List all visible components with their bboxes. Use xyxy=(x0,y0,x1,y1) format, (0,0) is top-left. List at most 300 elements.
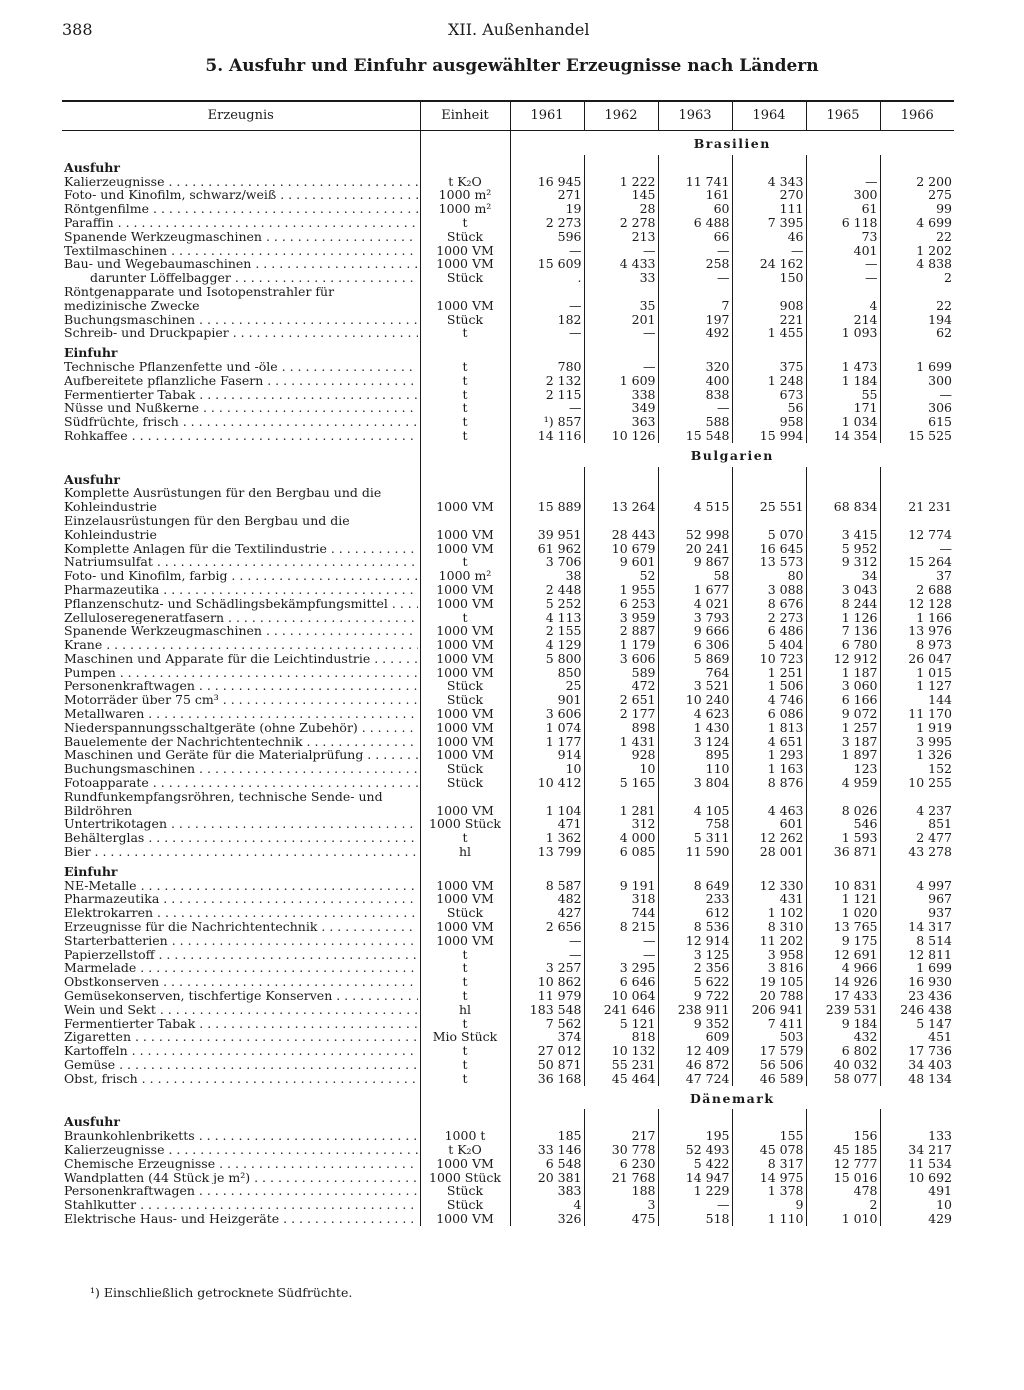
empty-cell xyxy=(732,859,806,879)
value-cell: — xyxy=(510,285,584,313)
value-cell: 22 xyxy=(880,285,954,313)
product-label: Technische Pflanzenfette und -öle . . . xyxy=(64,360,418,374)
value-cell: 1 455 xyxy=(732,326,806,340)
value-cell: 588 xyxy=(658,415,732,429)
value-cell: 14 354 xyxy=(806,429,880,443)
value-cell: 156 xyxy=(806,1129,880,1143)
value-cell: 45 078 xyxy=(732,1143,806,1157)
value-cell: 16 645 xyxy=(732,542,806,556)
product-cell xyxy=(62,374,420,388)
page-number: 388 xyxy=(62,20,93,39)
value-cell: 2 448 xyxy=(510,583,584,597)
unit-cell: Stück xyxy=(420,271,510,285)
value-cell: 609 xyxy=(658,1030,732,1044)
value-cell: 601 xyxy=(732,817,806,831)
value-cell: 914 xyxy=(510,748,584,762)
product-label: Textilmaschinen . . . xyxy=(64,244,418,258)
table-row xyxy=(62,569,954,583)
unit-cell: t xyxy=(420,1044,510,1058)
table-row xyxy=(62,230,954,244)
product-cell xyxy=(62,624,420,638)
value-cell: 2 887 xyxy=(584,624,658,638)
value-cell: 1 699 xyxy=(880,360,954,374)
value-cell: 5 165 xyxy=(584,776,658,790)
value-cell: 2 155 xyxy=(510,624,584,638)
value-cell: 46 xyxy=(732,230,806,244)
value-cell: 36 871 xyxy=(806,845,880,859)
value-cell: 13 799 xyxy=(510,845,584,859)
product-cell xyxy=(62,175,420,189)
running-head: XII. Außenhandel xyxy=(448,20,590,39)
product-label: NE-Metalle . . . xyxy=(64,879,418,893)
value-cell: — xyxy=(806,175,880,189)
table-row xyxy=(62,1030,954,1044)
table-row xyxy=(62,652,954,666)
value-cell: — xyxy=(732,244,806,258)
value-cell: 3 816 xyxy=(732,961,806,975)
table-row xyxy=(62,285,954,313)
unit-cell: 1000 VM xyxy=(420,486,510,514)
value-cell: 6 646 xyxy=(584,975,658,989)
value-cell: 201 xyxy=(584,313,658,327)
unit-cell: 1000 VM xyxy=(420,920,510,934)
table-row xyxy=(62,1143,954,1157)
empty-cell xyxy=(806,467,880,487)
product-cell xyxy=(62,244,420,258)
unit-cell: 1000 VM xyxy=(420,583,510,597)
value-cell: 56 506 xyxy=(732,1058,806,1072)
value-cell: 4 433 xyxy=(584,257,658,271)
value-cell: 3 xyxy=(584,1198,658,1212)
value-cell: 55 231 xyxy=(584,1058,658,1072)
product-label: Röntgenapparate und Isotopenstrahler für medizinische Zwecke xyxy=(64,284,335,313)
unit-cell: 1000 VM xyxy=(420,666,510,680)
table-row xyxy=(62,748,954,762)
value-cell: 1 326 xyxy=(880,748,954,762)
value-cell: 958 xyxy=(732,415,806,429)
value-cell: 2 477 xyxy=(880,831,954,845)
value-cell: 1 473 xyxy=(806,360,880,374)
product-cell xyxy=(62,1171,420,1185)
value-cell: 3 793 xyxy=(658,611,732,625)
value-cell: 2 356 xyxy=(658,961,732,975)
table-row xyxy=(62,1198,954,1212)
product-cell xyxy=(62,831,420,845)
value-cell: 1 177 xyxy=(510,735,584,749)
value-cell: 8 536 xyxy=(658,920,732,934)
value-cell: 45 185 xyxy=(806,1143,880,1157)
product-cell xyxy=(62,879,420,893)
value-cell: 1 102 xyxy=(732,906,806,920)
value-cell: 8 244 xyxy=(806,597,880,611)
value-cell: 1 281 xyxy=(584,790,658,818)
table-row xyxy=(62,1171,954,1185)
value-cell: 4 997 xyxy=(880,879,954,893)
value-cell: 349 xyxy=(584,401,658,415)
value-cell: 34 403 xyxy=(880,1058,954,1072)
table-row xyxy=(62,175,954,189)
unit-cell: 1000 VM xyxy=(420,879,510,893)
value-cell: 1 202 xyxy=(880,244,954,258)
value-cell: 401 xyxy=(806,244,880,258)
value-cell: 62 xyxy=(880,326,954,340)
value-cell: 13 976 xyxy=(880,624,954,638)
value-cell: 61 xyxy=(806,202,880,216)
value-cell: 3 804 xyxy=(658,776,732,790)
value-cell: 2 115 xyxy=(510,388,584,402)
product-cell xyxy=(62,638,420,652)
value-cell: 5 147 xyxy=(880,1017,954,1031)
value-cell: 432 xyxy=(806,1030,880,1044)
value-cell: 7 136 xyxy=(806,624,880,638)
value-cell: — xyxy=(880,542,954,556)
value-cell: 12 777 xyxy=(806,1157,880,1171)
empty-cell xyxy=(510,1109,584,1129)
value-cell: 9 601 xyxy=(584,555,658,569)
value-cell: 518 xyxy=(658,1212,732,1226)
table-row xyxy=(62,401,954,415)
product-cell xyxy=(62,989,420,1003)
table-row xyxy=(62,1072,954,1086)
section-heading: Einfuhr xyxy=(64,345,118,360)
unit-cell: 1000 Stück xyxy=(420,817,510,831)
value-cell: — xyxy=(658,244,732,258)
value-cell: 429 xyxy=(880,1212,954,1226)
value-cell: 3 959 xyxy=(584,611,658,625)
value-cell: 14 947 xyxy=(658,1171,732,1185)
value-cell: 4 000 xyxy=(584,831,658,845)
value-cell: 110 xyxy=(658,762,732,776)
value-cell: 275 xyxy=(880,188,954,202)
value-cell: 3 043 xyxy=(806,583,880,597)
value-cell: 10 723 xyxy=(732,652,806,666)
value-cell: 3 995 xyxy=(880,735,954,749)
product-cell xyxy=(62,1030,420,1044)
value-cell: 2 200 xyxy=(880,175,954,189)
value-cell: 68 834 xyxy=(806,486,880,514)
value-cell: 1 430 xyxy=(658,721,732,735)
empty-cell xyxy=(420,131,510,155)
table-row xyxy=(62,202,954,216)
value-cell: 28 001 xyxy=(732,845,806,859)
product-label: Marmelade . . . xyxy=(64,961,418,975)
value-cell: 185 xyxy=(510,1129,584,1143)
value-cell: 1 020 xyxy=(806,906,880,920)
value-cell: 171 xyxy=(806,401,880,415)
value-cell: 221 xyxy=(732,313,806,327)
country-heading-row xyxy=(62,131,954,155)
table-row xyxy=(62,216,954,230)
unit-cell: 1000 VM xyxy=(420,638,510,652)
value-cell: 80 xyxy=(732,569,806,583)
table-row xyxy=(62,762,954,776)
value-cell: 16 945 xyxy=(510,175,584,189)
table-row xyxy=(62,374,954,388)
table-row xyxy=(62,1212,954,1226)
value-cell: 4 113 xyxy=(510,611,584,625)
value-cell: 427 xyxy=(510,906,584,920)
value-cell: — xyxy=(584,948,658,962)
value-cell: 238 911 xyxy=(658,1003,732,1017)
value-cell: 12 330 xyxy=(732,879,806,893)
value-cell: 24 162 xyxy=(732,257,806,271)
unit-cell: Stück xyxy=(420,762,510,776)
product-label: Einzelausrüstungen für den Bergbau und die Kohleindustrie xyxy=(64,513,350,542)
product-label: Fotoapparate . . . xyxy=(64,776,418,790)
product-label: Rundfunkempfangsröhren, technische Sende- und Bildröhren xyxy=(64,789,383,818)
value-cell: 246 438 xyxy=(880,1003,954,1017)
product-cell xyxy=(62,948,420,962)
value-cell: 4 xyxy=(806,285,880,313)
table-row xyxy=(62,1003,954,1017)
table-row xyxy=(62,892,954,906)
value-cell: 6 166 xyxy=(806,693,880,707)
value-cell: 10 831 xyxy=(806,879,880,893)
table-row xyxy=(62,989,954,1003)
value-cell: 66 xyxy=(658,230,732,244)
value-cell: 764 xyxy=(658,666,732,680)
value-cell: 27 012 xyxy=(510,1044,584,1058)
product-label: Wandplatten (44 Stück je m²) . . . xyxy=(64,1171,418,1185)
product-label: Erzeugnisse für die Nachrichtentechnik . . . xyxy=(64,920,418,934)
value-cell: 780 xyxy=(510,360,584,374)
value-cell: 2 xyxy=(806,1198,880,1212)
unit-cell: Stück xyxy=(420,313,510,327)
unit-cell: Stück xyxy=(420,906,510,920)
value-cell: 6 306 xyxy=(658,638,732,652)
product-label: Buchungsmaschinen . . . xyxy=(64,762,418,776)
value-cell: 10 126 xyxy=(584,429,658,443)
section-heading: Einfuhr xyxy=(64,863,118,879)
unit-cell: t xyxy=(420,989,510,1003)
value-cell: 471 xyxy=(510,817,584,831)
product-label: Spanende Werkzeugmaschinen . . . xyxy=(64,230,418,244)
column-header: 1961 xyxy=(510,101,584,131)
product-label: Braunkohlenbriketts . . . xyxy=(64,1129,418,1143)
value-cell: 40 032 xyxy=(806,1058,880,1072)
unit-cell: Mio Stück xyxy=(420,1030,510,1044)
value-cell: 60 xyxy=(658,202,732,216)
value-cell: 300 xyxy=(880,374,954,388)
value-cell: 17 579 xyxy=(732,1044,806,1058)
value-cell: — xyxy=(880,388,954,402)
table-row xyxy=(62,906,954,920)
value-cell: 838 xyxy=(658,388,732,402)
product-cell xyxy=(62,845,420,859)
value-cell: 1 257 xyxy=(806,721,880,735)
product-label: Kalierzeugnisse . . . xyxy=(64,175,418,189)
value-cell: 10 xyxy=(584,762,658,776)
value-cell: 3 958 xyxy=(732,948,806,962)
value-cell: 11 534 xyxy=(880,1157,954,1171)
table-row xyxy=(62,721,954,735)
value-cell: 4 651 xyxy=(732,735,806,749)
table-row xyxy=(62,1129,954,1143)
unit-cell: t xyxy=(420,611,510,625)
value-cell: 5 622 xyxy=(658,975,732,989)
table-row xyxy=(62,271,954,285)
value-cell: 5 252 xyxy=(510,597,584,611)
empty-cell xyxy=(420,467,510,487)
value-cell: 1 127 xyxy=(880,679,954,693)
product-label: Maschinen und Apparate für die Leichtindustrie . . . xyxy=(64,652,418,666)
value-cell: 375 xyxy=(732,360,806,374)
unit-cell: t xyxy=(420,1058,510,1072)
value-cell: 14 975 xyxy=(732,1171,806,1185)
product-label: Nüsse und Nußkerne . . . xyxy=(64,401,418,415)
value-cell: 5 952 xyxy=(806,542,880,556)
value-cell: 61 962 xyxy=(510,542,584,556)
product-cell xyxy=(62,693,420,707)
product-cell xyxy=(62,975,420,989)
value-cell: 34 xyxy=(806,569,880,583)
table-row xyxy=(62,666,954,680)
unit-cell: Stück xyxy=(420,230,510,244)
empty-cell xyxy=(420,340,510,360)
product-label: Bau- und Wegebaumaschinen . . . xyxy=(64,257,418,271)
value-cell: 28 443 xyxy=(584,514,658,542)
product-cell xyxy=(62,202,420,216)
value-cell: 4 343 xyxy=(732,175,806,189)
section-heading-row xyxy=(62,859,954,879)
value-cell: 1 431 xyxy=(584,735,658,749)
table-row xyxy=(62,638,954,652)
value-cell: 612 xyxy=(658,906,732,920)
table-row xyxy=(62,975,954,989)
value-cell: 8 026 xyxy=(806,790,880,818)
product-label: Personenkraftwagen . . . xyxy=(64,679,418,693)
unit-cell: t xyxy=(420,360,510,374)
product-label: Zelluloseregeneratfasern . . . xyxy=(64,611,418,625)
value-cell: 3 415 xyxy=(806,514,880,542)
value-cell: 383 xyxy=(510,1184,584,1198)
value-cell: 6 780 xyxy=(806,638,880,652)
value-cell: 21 768 xyxy=(584,1171,658,1185)
value-cell: 12 774 xyxy=(880,514,954,542)
value-cell: 9 867 xyxy=(658,555,732,569)
unit-cell: t xyxy=(420,831,510,845)
value-cell: 11 979 xyxy=(510,989,584,1003)
value-cell: 28 xyxy=(584,202,658,216)
value-cell: 111 xyxy=(732,202,806,216)
unit-cell: 1000 VM xyxy=(420,707,510,721)
empty-cell xyxy=(806,859,880,879)
value-cell: 1 093 xyxy=(806,326,880,340)
unit-cell: t xyxy=(420,374,510,388)
value-cell: — xyxy=(510,326,584,340)
product-label: Obst, frisch . . . xyxy=(64,1072,418,1086)
product-cell xyxy=(62,611,420,625)
value-cell: 1 593 xyxy=(806,831,880,845)
product-label: Kartoffeln . . . xyxy=(64,1044,418,1058)
value-cell: 1 179 xyxy=(584,638,658,652)
product-cell xyxy=(62,934,420,948)
value-cell: 7 xyxy=(658,285,732,313)
product-cell xyxy=(62,707,420,721)
value-cell: 895 xyxy=(658,748,732,762)
value-cell: 213 xyxy=(584,230,658,244)
table-row xyxy=(62,1044,954,1058)
value-cell: 15 548 xyxy=(658,429,732,443)
value-cell: 144 xyxy=(880,693,954,707)
table-row xyxy=(62,624,954,638)
value-cell: 967 xyxy=(880,892,954,906)
product-cell xyxy=(62,748,420,762)
value-cell: 4 746 xyxy=(732,693,806,707)
empty-cell xyxy=(510,467,584,487)
value-cell: 15 016 xyxy=(806,1171,880,1185)
value-cell: 744 xyxy=(584,906,658,920)
value-cell: 2 656 xyxy=(510,920,584,934)
unit-cell: 1000 Stück xyxy=(420,1171,510,1185)
product-cell xyxy=(62,1184,420,1198)
table-row xyxy=(62,244,954,258)
value-cell: 1 074 xyxy=(510,721,584,735)
value-cell: 58 077 xyxy=(806,1072,880,1086)
value-cell: 10 692 xyxy=(880,1171,954,1185)
value-cell: — xyxy=(510,401,584,415)
value-cell: 1 110 xyxy=(732,1212,806,1226)
unit-cell: 1000 VM xyxy=(420,1157,510,1171)
product-label: Pharmazeutika . . . xyxy=(64,892,418,906)
table-row xyxy=(62,611,954,625)
value-cell: — xyxy=(584,934,658,948)
product-cell xyxy=(62,1157,420,1171)
value-cell: 6 230 xyxy=(584,1157,658,1171)
value-cell: 306 xyxy=(880,401,954,415)
value-cell: 19 xyxy=(510,202,584,216)
product-cell xyxy=(62,257,420,271)
unit-cell: t xyxy=(420,429,510,443)
value-cell: 39 951 xyxy=(510,514,584,542)
country-heading-row xyxy=(62,443,954,467)
unit-cell: t xyxy=(420,401,510,415)
product-label: Stahlkutter . . . xyxy=(64,1198,418,1212)
value-cell: 4 237 xyxy=(880,790,954,818)
table-row xyxy=(62,555,954,569)
value-cell: 5 404 xyxy=(732,638,806,652)
product-label: Fermentierter Tabak . . . xyxy=(64,1017,418,1031)
empty-cell xyxy=(420,1109,510,1129)
value-cell: 47 724 xyxy=(658,1072,732,1086)
product-label: Gemüsekonserven, tischfertige Konserven . . . xyxy=(64,989,418,1003)
value-cell: 1 897 xyxy=(806,748,880,762)
value-cell: 374 xyxy=(510,1030,584,1044)
value-cell: 19 105 xyxy=(732,975,806,989)
product-label: Komplette Anlagen für die Textilindustrie . . . xyxy=(64,542,418,556)
table-row xyxy=(62,776,954,790)
value-cell: 73 xyxy=(806,230,880,244)
value-cell: 12 409 xyxy=(658,1044,732,1058)
value-cell: 2 651 xyxy=(584,693,658,707)
product-label: Krane . . . xyxy=(64,638,418,652)
value-cell: 22 xyxy=(880,230,954,244)
unit-cell: 1000 VM xyxy=(420,1212,510,1226)
empty-cell xyxy=(420,859,510,879)
value-cell: 183 548 xyxy=(510,1003,584,1017)
value-cell: — xyxy=(510,244,584,258)
empty-cell xyxy=(420,155,510,175)
product-cell xyxy=(62,817,420,831)
value-cell: 2 xyxy=(880,271,954,285)
page-title: 5. Ausfuhr und Einfuhr ausgewählter Erzeugnisse nach Ländern xyxy=(205,56,819,76)
product-label: Zigaretten . . . xyxy=(64,1030,418,1044)
table-row xyxy=(62,934,954,948)
product-label: Südfrüchte, frisch . . . xyxy=(64,415,418,429)
value-cell: 1 126 xyxy=(806,611,880,625)
product-cell xyxy=(62,652,420,666)
product-cell xyxy=(62,1017,420,1031)
